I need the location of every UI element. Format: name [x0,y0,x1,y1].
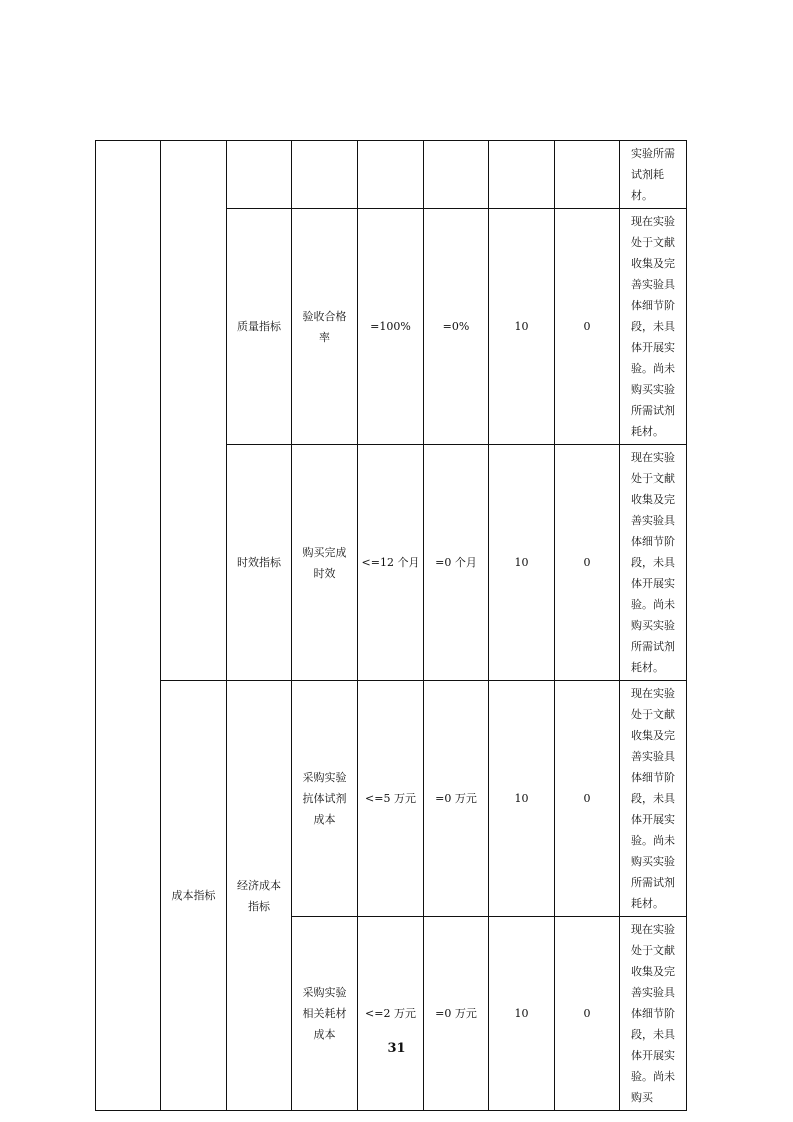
metric-cell: 采购实验抗体试剂成本 [292,681,358,917]
note-cell: 现在实验处于文献收集及完善实验具体细节阶段，未具体开展实验。尚未购买实验所需试剂耗材。 [620,681,687,917]
weight-cell: 10 [489,917,555,1111]
table-row [96,681,687,917]
weight-cell: 10 [489,209,555,445]
actual-value-cell: =0 万元 [424,681,489,917]
actual-value-cell: =0% [424,209,489,445]
note-cell: 实验所需试剂耗材。 [620,141,687,209]
second-level-indicator-cell [161,141,227,681]
note-cell: 现在实验处于文献收集及完善实验具体细节阶段，未具体开展实验。尚未购买 [620,917,687,1111]
score-cell: 0 [555,917,620,1111]
actual-value-cell: =0 个月 [424,445,489,681]
actual-value-cell: =0 万元 [424,917,489,1111]
weight-cell: 10 [489,445,555,681]
metric-cell: 购买完成时效 [292,445,358,681]
annual-target-cell: =100% [358,209,424,445]
cost-category-cell: 成本指标 [161,681,227,1111]
note-cell: 现在实验处于文献收集及完善实验具体细节阶段，未具体开展实验。尚未购买实验所需试剂耗材。 [620,445,687,681]
sub-indicator-cell: 质量指标 [227,209,292,445]
sub-indicator-cell: 时效指标 [227,445,292,681]
table-row [96,141,687,209]
metric-cell: 验收合格率 [292,209,358,445]
score-cell: 0 [555,681,620,917]
score-cell: 0 [555,445,620,681]
weight-cell: 10 [489,681,555,917]
score-cell: 0 [555,209,620,445]
note-cell: 现在实验处于文献收集及完善实验具体细节阶段，未具体开展实验。尚未购买实验所需试剂耗材。 [620,209,687,445]
metric-cell [292,141,358,209]
weight-cell [489,141,555,209]
metric-cell: 采购实验相关耗材成本 [292,917,358,1111]
annual-target-cell: <=2 万元 [358,917,424,1111]
actual-value-cell [424,141,489,209]
score-cell [555,141,620,209]
annual-target-cell [358,141,424,209]
page-number: 31 [387,1041,406,1056]
first-level-indicator-cell [96,141,161,1111]
performance-indicator-table [95,140,687,1111]
annual-target-cell: <=5 万元 [358,681,424,917]
annual-target-cell: <=12 个月 [358,445,424,681]
sub-indicator-cell [227,141,292,209]
cost-sub-indicator-cell: 经济成本指标 [227,681,292,1111]
